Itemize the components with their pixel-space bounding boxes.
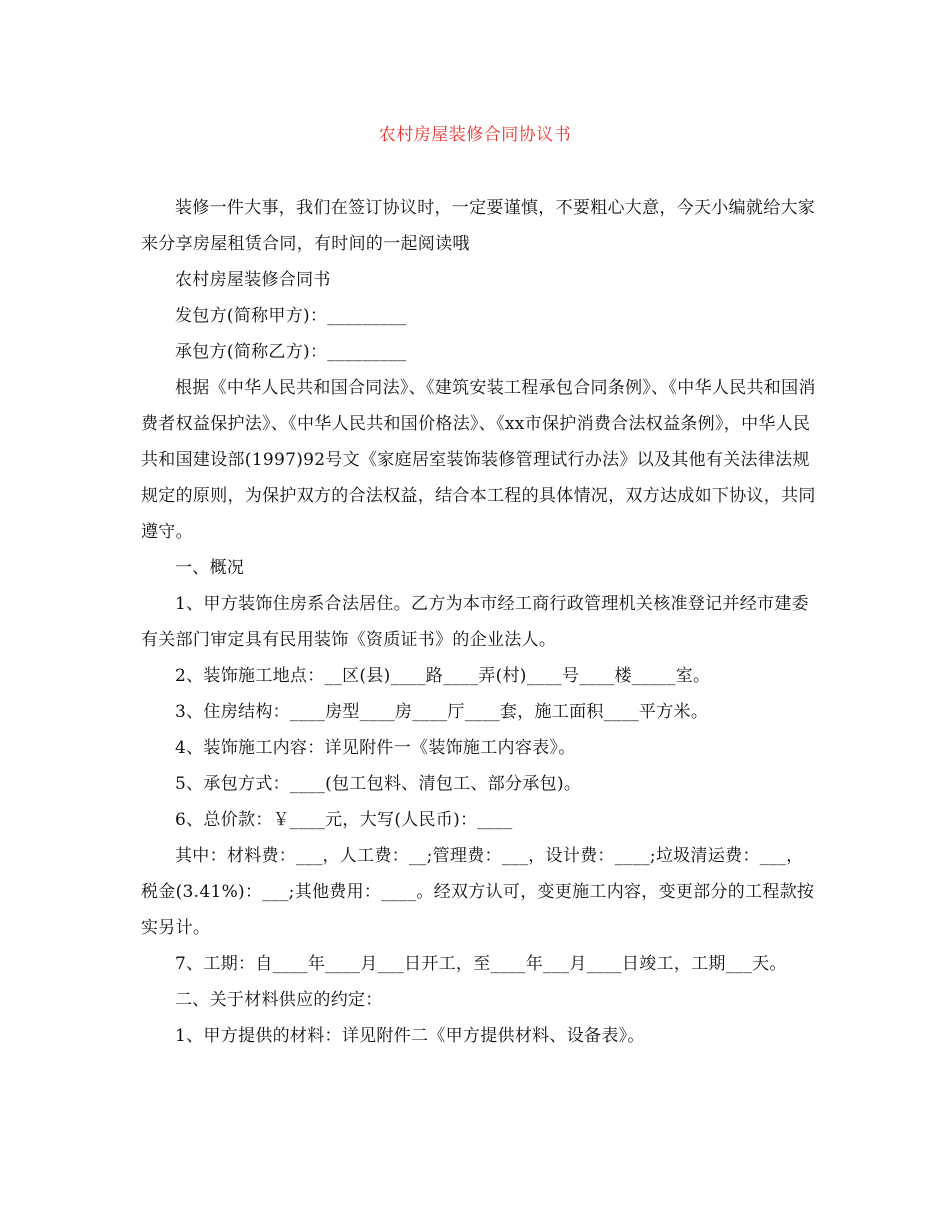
paragraph-contract-name: 农村房屋装修合同书 [175,270,331,290]
document-body [141,190,817,1054]
paragraph-materials-1: 1、甲方提供的材料：详见附件二《甲方提供材料、设备表》。 [175,1026,645,1046]
paragraph-legal-basis: 根据《中华人民共和国合同法》、《建筑安装工程承包合同条例》、《中华人民共和国消费者权益保护法》、《中华人民共和国价格法》、《xx市保护消费合法权益条例》，中华人民共和国建设部(1997)92号文《家庭居室装饰装修管理试行办法》以及其他有关法律法规规定的原则，为保护双方的合法权益，结合本工程的具体情况，双方达成如下协议，共同遵守。 [141,378,816,542]
paragraph-clause-1: 1、甲方装饰住房系合法居住。乙方为本市经工商行政管理机关核准登记并经市建委有关部门审定具有民用装饰《资质证书》的企业法人。 [141,594,809,650]
paragraph-clause-5: 5、承包方式：____(包工包料、清包工、部分承包)。 [175,774,582,794]
document-title: 农村房屋装修合同协议书 [378,125,572,145]
paragraph-fee-breakdown: 其中：材料费：___，人工费：__;管理费：___，设计费：____;垃圾清运费：___，税金(3.41%)：___;其他费用：____。经双方认可，变更施工内容，变更部分的工程款按实另计。 [141,846,815,938]
paragraph-clause-3: 3、住房结构：____房型____房____厅____套，施工面积____平方米。 [175,702,709,722]
paragraph-clause-6: 6、总价款：￥____元，大写(人民币)：____ [175,810,513,830]
section-heading-overview: 一、概况 [175,558,245,578]
paragraph-clause-4: 4、装饰施工内容：详见附件一《装饰施工内容表》。 [175,738,576,758]
paragraph-intro: 装修一件大事，我们在签订协议时，一定要谨慎，不要粗心大意，今天小编就给大家来分享房屋租赁合同，有时间的一起阅读哦 [141,198,816,254]
paragraph-clause-7: 7、工期：自____年____月___日开工，至____年___月____日竣工，工期___天。 [175,954,787,974]
paragraph-party-b: 承包方(简称乙方)：_________ [175,342,407,362]
paragraph-party-a: 发包方(简称甲方)：_________ [175,306,407,326]
section-heading-materials: 二、关于材料供应的约定： [175,990,383,1010]
paragraph-clause-2: 2、装饰施工地点：__区(县)____路____弄(村)____号____楼_____室。 [175,666,711,686]
